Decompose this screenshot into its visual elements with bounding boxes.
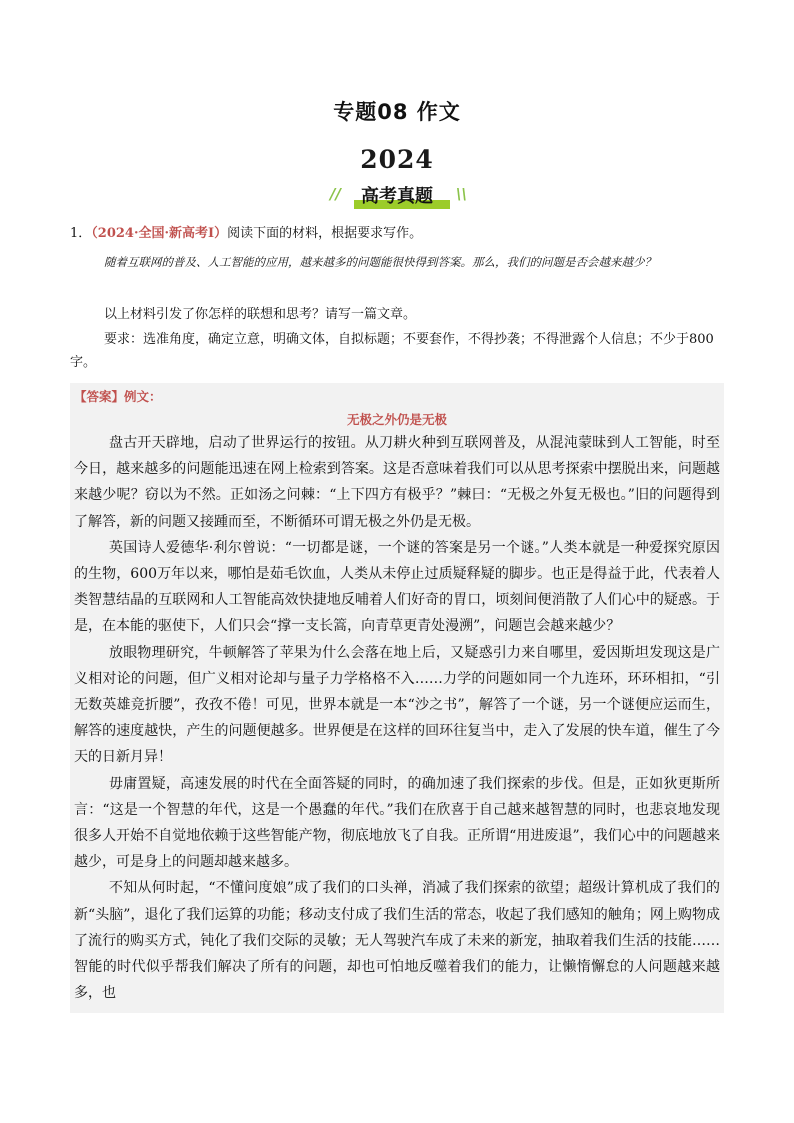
year-heading: 2024	[360, 145, 434, 174]
essay-paragraph: 毋庸置疑，高速发展的时代在全面答疑的同时，的确加速了我们探索的步伐。但是，正如狄更斯所言：“这是一个智慧的年代，这是一个愚蠢的年代。”我们在欣喜于自己越来越智慧的同时，也悲哀地发现很多人开始不自觉地依赖于这些智能产物，彻底地放飞了自我。正所谓“用进废退”，我们心中的问题越来越少，可是身上的问题却越来越多。	[74, 775, 720, 871]
essay-title: 无极之外仍是无极	[346, 412, 447, 427]
answer-section	[70, 383, 724, 1013]
answer-example-label: 例文：	[124, 389, 162, 404]
slash-decoration-right: \\	[456, 185, 467, 203]
slash-decoration-left: //	[330, 185, 341, 203]
question-requirements: 要求：选准角度，确定立意，明确文体，自拟标题；不要套作，不得抄袭；不得泄露个人信息；不少于800字。	[70, 332, 714, 370]
essay-paragraph: 不知从何时起，“不懂问度娘”成了我们的口头禅，消减了我们探索的欲望；超级计算机成了我们的新“头脑”，退化了我们运算的功能；移动支付成了我们生活的常态，收起了我们感知的触角；网上购物成了流行的购买方式，钝化了我们交际的灵敏；无人驾驶汽车成了未来的新宠，抽取着我们生活的技能……智能的时代似乎帮我们解决了所有的问题，却也可怕地反噬着我们的能力，让懒惰懈怠的人问题越来越多，也	[74, 880, 720, 1002]
essay-paragraph: 盘古开天辟地，启动了世界运行的按钮。从刀耕火种到互联网普及，从混沌蒙昧到人工智能，时至今日，越来越多的问题能迅速在网上检索到答案。这是否意味着我们可以从思考探索中摆脱出来，问题越来越少呢？窃以为不然。正如汤之问棘：“上下四方有极乎？”棘曰：“无极之外复无极也。”旧的问题得到了解答，新的问题又接踵而至，不断循环可谓无极之外仍是无极。	[74, 435, 720, 530]
question-source: （2024·全国·新高考Ⅰ）	[91, 226, 228, 241]
section-banner	[0, 180, 794, 212]
question-number: 1．	[70, 226, 92, 241]
question-line	[70, 224, 726, 244]
essay-paragraph: 放眼物理研究，牛顿解答了苹果为什么会落在地上后，又疑惑引力来自哪里，爱因斯坦发现这是广义相对论的问题，但广义相对论却与量子力学格格不入……力学的问题如同一个九连环，环环相扣，“引无数英雄竞折腰”，孜孜不倦！可见，世界本就是一本“沙之书”，解答了一个谜，另一个谜便应运而生，解答的速度越快，产生的问题便越多。世界便是在这样的回环往复当中，走入了发展的快车道，催生了今天的日新月异！	[74, 644, 720, 766]
question-material: 随着互联网的普及、人工智能的应用，越来越多的问题能很快得到答案。那么，我们的问题是否会越来越少？	[104, 255, 656, 269]
banner-label: 高考真题	[361, 186, 433, 207]
essay-paragraph: 英国诗人爱德华·利尔曾说：“一切都是谜，一个谜的答案是另一个谜。”人类本就是一种爱探究原因的生物，600万年以来，哪怕是茹毛饮血，人类从未停止过质疑释疑的脚步。也正是得益于此，代表着人类智慧结晶的互联网和人工智能高效快捷地反哺着人们好奇的胃口，顷刻间便消散了人们心中的疑惑。于是，在本能的驱使下，人们只会“撑一支长篙，向青草更青处漫溯”，问题岂会越来越少？	[74, 539, 720, 635]
answer-header	[70, 383, 724, 407]
page-title: 专题08 作文	[333, 100, 461, 124]
question-prompt: 以上材料引发了你怎样的联想和思考？请写一篇文章。	[104, 307, 417, 322]
answer-label: 【答案】	[74, 389, 125, 404]
question-instruction: 阅读下面的材料，根据要求写作。	[227, 226, 423, 241]
